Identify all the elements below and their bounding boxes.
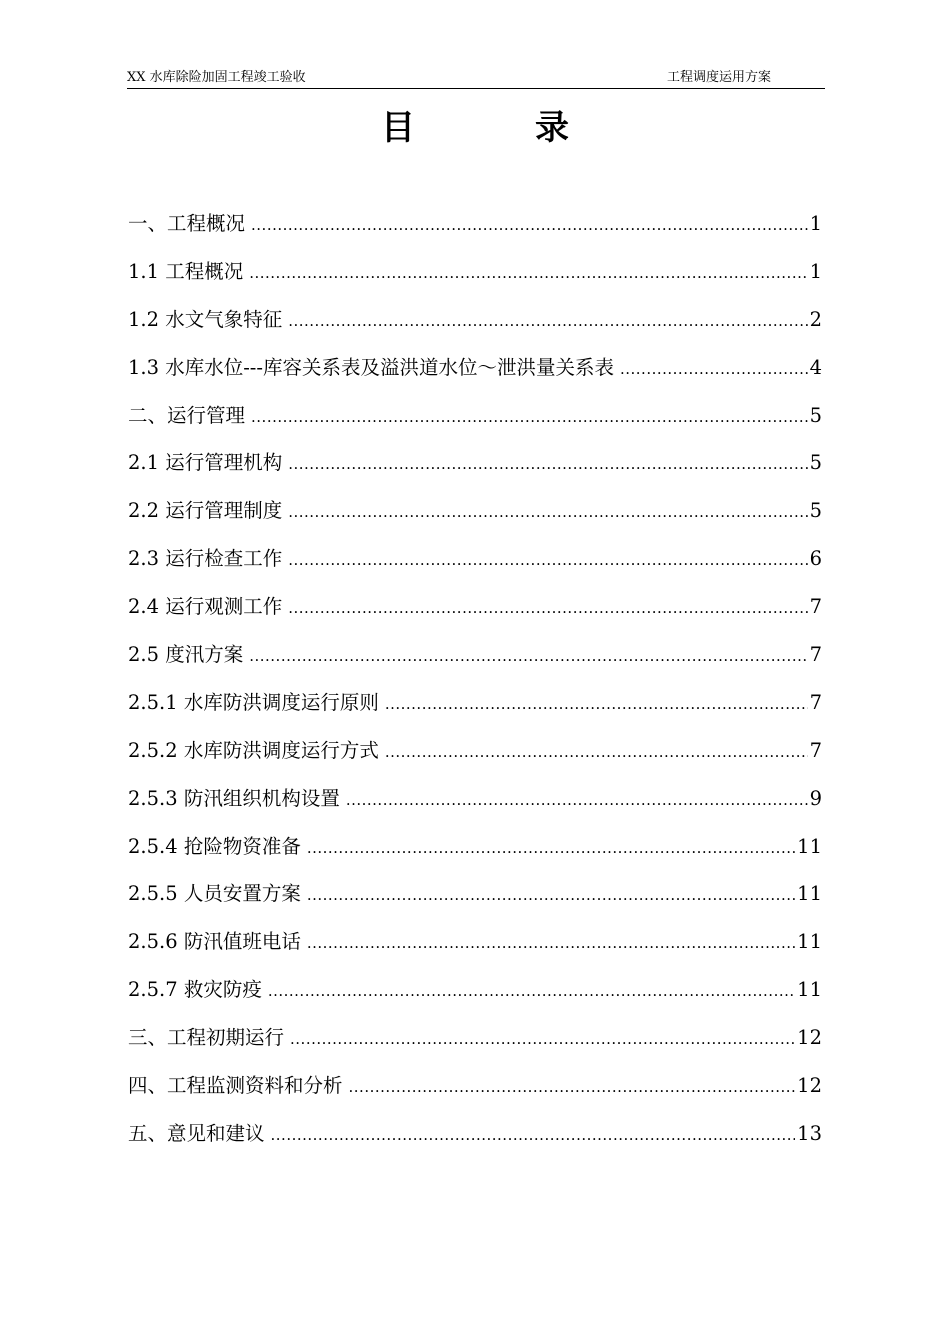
toc-heading-char-1: 目 [381,108,415,148]
toc-leader [349,1065,796,1109]
toc-leader [249,251,807,295]
toc-leader [346,778,808,822]
toc-leader [271,1113,796,1157]
toc-entry[interactable] [128,729,822,777]
toc-entry-page: 5 [809,403,822,427]
toc-entry[interactable] [128,202,822,250]
toc-entry-label: 2.3 运行检查工作 [128,547,283,571]
toc-entry[interactable] [128,250,822,298]
toc-leader [288,299,807,343]
toc-entry-label: 二、运行管理 [128,403,246,427]
toc-entry[interactable] [128,1064,822,1112]
toc-entry[interactable] [128,1112,822,1160]
toc-entry[interactable] [128,968,822,1016]
toc-entry-page: 11 [797,930,822,954]
toc-entry-page: 7 [809,595,822,619]
toc-entry-page: 12 [797,1026,822,1050]
toc-entry-label: 1.3 水库水位---库容关系表及溢洪道水位～泄洪量关系表 [128,355,614,379]
toc-entry-label: 2.5.7 救灾防疫 [128,978,262,1002]
header-project-name: XX 水库除险加固工程竣工验收 [127,70,306,85]
toc-list [128,202,822,1160]
toc-entry-label: 三、工程初期运行 [128,1026,285,1050]
toc-entry-page: 11 [797,834,822,858]
toc-leader [290,1017,795,1061]
toc-entry-label: 1.1 工程概况 [128,259,244,283]
toc-entry[interactable] [128,298,822,346]
toc-entry-label: 1.2 水文气象特征 [128,307,283,331]
toc-entry-page: 6 [809,547,822,571]
header-document-name: 工程调度运用方案 [666,70,771,85]
toc-entry-label: 2.2 运行管理制度 [128,499,283,523]
toc-heading [0,106,950,150]
toc-entry-page: 4 [809,355,822,379]
toc-entry-label: 一、工程概况 [128,212,246,235]
toc-entry-page: 11 [797,882,822,906]
toc-entry-page: 2 [809,307,822,331]
toc-leader [288,490,807,534]
toc-leader [288,538,807,582]
toc-entry[interactable] [128,872,822,920]
toc-entry[interactable] [128,441,822,489]
toc-entry-page: 1 [809,259,822,283]
toc-entry-label: 2.4 运行观测工作 [128,595,283,619]
toc-entry-label: 五、意见和建议 [128,1121,265,1145]
toc-entry-page: 7 [809,643,822,667]
toc-entry[interactable] [128,1016,822,1064]
toc-entry[interactable] [128,920,822,968]
toc-entry-label: 四、工程监测资料和分析 [128,1074,343,1098]
toc-entry-label: 2.5.3 防汛组织机构设置 [128,786,340,810]
toc-leader [307,873,795,917]
toc-leader [307,826,795,870]
toc-leader [288,442,807,486]
toc-entry[interactable] [128,777,822,825]
toc-leader [288,586,807,630]
toc-leader [251,395,808,439]
toc-leader [307,921,795,965]
toc-entry-label: 2.5.5 人员安置方案 [128,882,301,906]
toc-entry[interactable] [128,825,822,873]
page-header [127,68,825,89]
toc-entry-page: 5 [809,499,822,523]
toc-entry-page: 9 [809,786,822,810]
toc-entry[interactable] [128,346,822,394]
toc-entry-page: 12 [797,1074,822,1098]
toc-entry[interactable] [128,394,822,442]
toc-entry-page: 1 [809,212,822,235]
toc-entry[interactable] [128,681,822,729]
toc-entry-label: 2.5.6 防汛值班电话 [128,930,301,954]
toc-entry[interactable] [128,537,822,585]
toc-entry-label: 2.5.4 抢险物资准备 [128,834,301,858]
toc-leader [251,203,808,247]
toc-entry-label: 2.5.1 水库防洪调度运行原则 [128,690,379,714]
toc-entry-page: 7 [809,690,822,714]
toc-entry-label: 2.1 运行管理机构 [128,451,283,475]
toc-leader [385,682,808,726]
toc-leader [385,730,808,774]
toc-entry-label: 2.5 度汛方案 [128,643,244,667]
toc-leader [620,347,808,391]
toc-entry-page: 5 [809,451,822,475]
toc-entry-page: 13 [797,1121,822,1145]
toc-heading-char-2: 录 [535,108,569,148]
toc-entry-label: 2.5.2 水库防洪调度运行方式 [128,738,379,762]
toc-entry-page: 11 [797,978,822,1002]
toc-entry-page: 7 [809,738,822,762]
toc-entry[interactable] [128,585,822,633]
toc-entry[interactable] [128,633,822,681]
toc-leader [268,969,795,1013]
toc-entry[interactable] [128,489,822,537]
toc-leader [249,634,807,678]
